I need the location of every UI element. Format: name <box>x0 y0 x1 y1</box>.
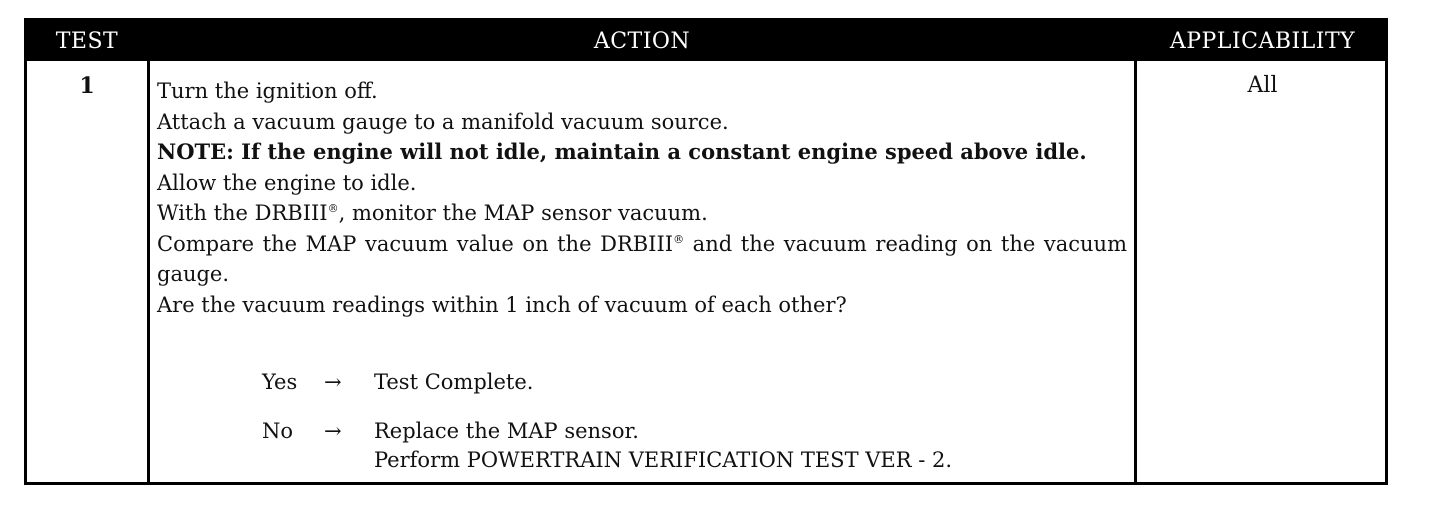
step-compare-a: Compare the MAP vacuum value on the DRBIII <box>157 231 674 256</box>
result-yes-answer: Yes <box>262 370 298 394</box>
step-question: Are the vacuum readings within 1 inch of vacuum of each other? <box>157 292 847 317</box>
arrow-right-icon: → <box>324 419 342 443</box>
step-compare-b: and the vacuum reading on the vacuum gauge. <box>157 231 1127 286</box>
table-header <box>27 21 1385 61</box>
arrow-right-icon: → <box>324 370 342 394</box>
header-test: TEST <box>55 29 119 54</box>
header-action: ACTION <box>593 29 691 54</box>
step-ignition-off: Turn the ignition off. <box>157 79 378 103</box>
column-divider-action <box>1134 61 1137 482</box>
step-compare <box>157 229 1127 290</box>
step-monitor-map-b: , monitor the MAP sensor vacuum. <box>338 201 708 225</box>
step-monitor-map-a: With the DRBIII <box>157 201 328 225</box>
header-applicability: APPLICABILITY <box>1169 29 1356 54</box>
step-idle: Allow the engine to idle. <box>157 170 417 195</box>
result-no-answer: No <box>262 419 294 443</box>
step-attach-gauge: Attach a vacuum gauge to a manifold vacuum source. <box>157 109 729 134</box>
action-steps <box>157 76 1127 320</box>
result-no-text-1: Replace the MAP sensor. <box>374 419 639 443</box>
result-yes-text: Test Complete. <box>374 370 534 394</box>
applicability-value: All <box>1247 73 1278 98</box>
column-divider-test <box>147 61 150 482</box>
diagnostic-test-table <box>24 18 1388 485</box>
registered-mark: ® <box>327 202 339 215</box>
test-number: 1 <box>79 73 95 99</box>
result-no-text-2: Perform POWERTRAIN VERIFICATION TEST VER - 2. <box>374 448 953 472</box>
registered-mark: ® <box>673 232 685 246</box>
step-monitor-map <box>157 198 1127 229</box>
step-note: NOTE: If the engine will not idle, maintain a constant engine speed above idle. <box>157 139 1087 164</box>
